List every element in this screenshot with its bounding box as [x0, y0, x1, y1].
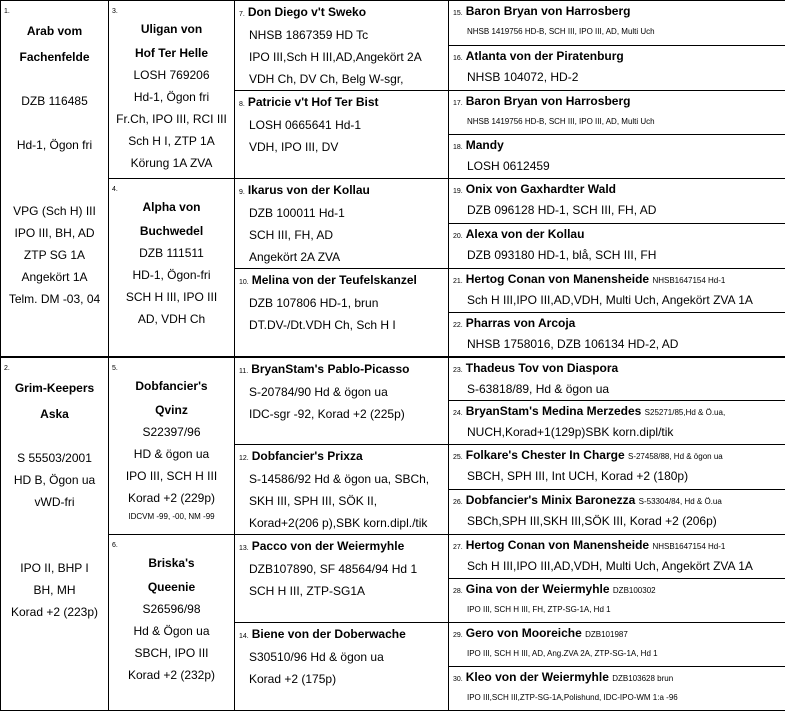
gen4-name: Folkare's Chester In Charge	[466, 448, 625, 462]
gen2-name-line2: Buchwedel	[109, 220, 234, 242]
gen3-info-line: DZB 107806 HD-1, brun	[235, 292, 448, 314]
gen4-info-line: NHSB 1419756 HD-B, SCH III, IPO III, AD, Multi Uch	[449, 112, 785, 132]
gen2-name-line2: Hof Ter Helle	[109, 42, 234, 64]
gen4-cell	[449, 91, 785, 135]
gen4-info-line: Sch H III,IPO III,AD,VDH, Multi Uch, Angekört ZVA 1A	[449, 290, 785, 310]
gen3-name: Dobfancier's Prixza	[252, 449, 363, 463]
pedigree-row	[1, 179, 785, 224]
gen3-number: 10.	[239, 279, 249, 286]
gen4-name: Atlanta von der Piratenburg	[466, 49, 624, 63]
gen2-name-line1: Briska's	[109, 552, 234, 574]
gen2-name-line2: Qvinz	[109, 399, 234, 421]
gen4-registration: S25271/85,Hd & Ö.ua,	[645, 408, 726, 417]
gen4-heading	[449, 1, 785, 22]
gen3-cell	[235, 269, 449, 357]
gen4-number: 17.	[453, 100, 463, 107]
gen1-name-line2: Fachenfelde	[1, 46, 108, 68]
gen2-info-line: Fr.Ch, IPO III, RCI III	[109, 108, 234, 130]
gen2-cell	[109, 1, 235, 179]
gen4-info-line: DZB 093180 HD-1, blå, SCH III, FH	[449, 245, 785, 265]
gen3-cell	[235, 91, 449, 179]
gen4-name: Gina von der Weiermyhle	[466, 582, 610, 596]
gen4-name: Dobfancier's Minix Baronezza	[466, 493, 636, 507]
gen4-number: 29.	[453, 632, 463, 639]
gen4-info-line: NUCH,Korad+1(129p)SBK korn.dipl/tik	[449, 422, 785, 442]
gen4-number: 22.	[453, 322, 463, 329]
gen4-info-line: SBCh,SPH III,SKH III,SÖK III, Korad +2 (206p)	[449, 511, 785, 531]
gen4-registration: NHSB1647154 Hd-1	[652, 542, 725, 551]
gen4-info-line: SBCH, SPH III, Int UCH, Korad +2 (180p)	[449, 466, 785, 486]
gen1-title-line: IPO III, BH, AD	[1, 222, 108, 244]
gen3-number: 7.	[239, 11, 245, 18]
gen1-info-line: S 55503/2001	[1, 447, 108, 469]
gen3-info-line: Angekört 2A ZVA	[235, 246, 448, 268]
gen3-number: 9.	[239, 189, 245, 196]
gen3-heading	[235, 1, 448, 24]
gen3-heading	[235, 445, 448, 468]
gen3-heading	[235, 269, 448, 292]
gen1-title-line: Korad +2 (223p)	[1, 601, 108, 623]
gen1-title-line: ZTP SG 1A	[1, 244, 108, 266]
gen2-info-line: Körung 1A ZVA	[109, 152, 234, 174]
gen4-heading	[449, 179, 785, 200]
gen4-heading	[449, 490, 785, 511]
gen4-heading	[449, 135, 785, 156]
gen3-number: 13.	[239, 545, 249, 552]
gen4-info-line: NHSB 1419756 HD-B, SCH III, IPO III, AD, Multi Uch	[449, 22, 785, 42]
gen3-name: Ikarus von der Kollau	[248, 183, 370, 197]
gen3-cell	[235, 1, 449, 91]
gen4-name: Kleo von der Weiermyhle	[466, 670, 609, 684]
gen3-name: Biene von der Doberwache	[252, 627, 406, 641]
gen4-number: 30.	[453, 676, 463, 683]
gen3-name: BryanStam's Pablo-Picasso	[251, 362, 409, 376]
gen4-name: Pharras von Arcoja	[466, 316, 576, 330]
gen1-name-line1: Arab vom	[1, 20, 108, 42]
gen4-registration: S-27458/88, Hd & ögon ua	[628, 452, 723, 461]
gen4-registration: S-53304/84, Hd & Ö.ua	[639, 497, 722, 506]
gen4-registration: DZB101987	[585, 630, 628, 639]
gen1-info-line: DZB 116485	[1, 90, 108, 112]
gen4-name: Alexa von der Kollau	[466, 227, 585, 241]
gen4-number: 28.	[453, 588, 463, 595]
gen4-number: 23.	[453, 367, 463, 374]
gen4-cell	[449, 357, 785, 401]
gen3-info-line: DZB107890, SF 48564/94 Hd 1	[235, 558, 448, 580]
gen4-cell	[449, 445, 785, 490]
gen1-number: 1.	[1, 1, 108, 16]
gen1-name-line2: Aska	[1, 403, 108, 425]
gen4-cell	[449, 313, 785, 357]
gen4-number: 20.	[453, 233, 463, 240]
gen2-info-line: S22397/96	[109, 421, 234, 443]
gen1-cell	[1, 1, 109, 357]
gen4-number: 24.	[453, 410, 463, 417]
gen4-heading	[449, 46, 785, 67]
spacer	[1, 535, 108, 557]
gen3-info-line: DT.DV-/Dt.VDH Ch, Sch H I	[235, 314, 448, 336]
gen3-name: Don Diego v't Sweko	[248, 5, 366, 19]
gen4-info-line: IPO III, SCH H III, AD, Ang.ZVA 2A, ZTP-SG-1A, Hd 1	[449, 644, 785, 664]
gen3-info-line: S-20784/90 Hd & ögon ua	[235, 381, 448, 403]
gen4-cell	[449, 535, 785, 579]
gen4-info-line: LOSH 0612459	[449, 156, 785, 176]
gen3-info-line: LOSH 0665641 Hd-1	[235, 114, 448, 136]
gen4-number: 15.	[453, 10, 463, 17]
gen4-heading	[449, 579, 785, 600]
gen1-info-line: HD B, Ögon ua	[1, 469, 108, 491]
gen3-info-line: NHSB 1867359 HD Tc	[235, 24, 448, 46]
spacer	[1, 425, 108, 447]
gen2-number: 3.	[109, 1, 234, 16]
gen1-title-line: IPO II, BHP I	[1, 557, 108, 579]
gen2-name-line1: Uligan von	[109, 18, 234, 40]
gen4-number: 25.	[453, 454, 463, 461]
gen3-info-line: S-14586/92 Hd & ögon ua, SBCh,	[235, 468, 448, 490]
gen3-info-line: IPO III,Sch H III,AD,Angekört 2A	[235, 46, 448, 68]
gen3-heading	[235, 179, 448, 202]
gen4-info-line: Sch H III,IPO III,AD,VDH, Multi Uch, Angekört ZVA 1A	[449, 556, 785, 576]
spacer	[1, 513, 108, 535]
gen3-info-line: VDH Ch, DV Ch, Belg W-sgr,	[235, 68, 448, 90]
gen3-info-line: Korad +2 (175p)	[235, 668, 448, 690]
gen3-info-line: Korad+2(206 p),SBK korn.dipl./tik	[235, 512, 448, 534]
gen4-registration: DZB103628 brun	[612, 674, 673, 683]
gen1-title-line: Angekört 1A	[1, 266, 108, 288]
gen2-info-line: SCH H III, IPO III	[109, 286, 234, 308]
gen2-info-line: Hd-1, Ögon fri	[109, 86, 234, 108]
gen3-cell	[235, 535, 449, 623]
gen3-name: Pacco von der Weiermyhle	[252, 539, 405, 553]
gen2-info-line: HD & ögon ua	[109, 443, 234, 465]
gen4-info-line: S-63818/89, Hd & ögon ua	[449, 379, 785, 399]
gen3-heading	[235, 623, 448, 646]
gen3-info-line: VDH, IPO III, DV	[235, 136, 448, 158]
gen3-heading	[235, 91, 448, 114]
gen2-info-line: Korad +2 (229p)	[109, 487, 234, 509]
gen2-info-line: IPO III, SCH H III	[109, 465, 234, 487]
gen2-info-line: Korad +2 (232p)	[109, 664, 234, 686]
gen1-info-line: vWD-fri	[1, 491, 108, 513]
gen4-heading	[449, 445, 785, 466]
pedigree-row	[1, 357, 785, 401]
gen4-name: Gero von Mooreiche	[466, 626, 582, 640]
gen3-number: 8.	[239, 101, 245, 108]
gen2-info-line: S26596/98	[109, 598, 234, 620]
gen3-heading	[235, 535, 448, 558]
gen4-number: 19.	[453, 188, 463, 195]
gen4-name: Baron Bryan von Harrosberg	[466, 94, 631, 108]
gen2-info-line: Hd & Ögon ua	[109, 620, 234, 642]
gen2-number: 6.	[109, 535, 234, 550]
gen4-cell	[449, 179, 785, 224]
gen4-name: Baron Bryan von Harrosberg	[466, 4, 631, 18]
gen4-info-line: IPO III,SCH III,ZTP-SG-1A,Polishund, IDC-IPO-WM 1:a -96	[449, 688, 785, 708]
gen4-number: 18.	[453, 144, 463, 151]
gen1-title-line: VPG (Sch H) III	[1, 200, 108, 222]
gen2-name-line1: Dobfancier's	[109, 375, 234, 397]
gen4-cell	[449, 46, 785, 91]
gen4-heading	[449, 623, 785, 644]
gen4-cell	[449, 224, 785, 269]
gen2-cell	[109, 535, 235, 711]
gen3-name: Melina von der Teufelskanzel	[252, 273, 417, 287]
gen4-heading	[449, 667, 785, 688]
gen4-cell	[449, 269, 785, 313]
gen3-cell	[235, 357, 449, 445]
spacer	[1, 156, 108, 178]
gen1-name-line1: Grim-Keepers	[1, 377, 108, 399]
gen4-cell	[449, 135, 785, 179]
gen2-name-line1: Alpha von	[109, 196, 234, 218]
gen1-cell	[1, 357, 109, 711]
gen4-number: 16.	[453, 55, 463, 62]
gen4-cell	[449, 579, 785, 623]
spacer	[1, 68, 108, 90]
gen4-name: Hertog Conan von Manensheide	[466, 538, 649, 552]
gen2-small-line: IDCVM -99, -00, NM -99	[109, 509, 234, 523]
gen2-number: 4.	[109, 179, 234, 194]
gen1-info-line: Hd-1, Ögon fri	[1, 134, 108, 156]
gen2-info-line: Sch H I, ZTP 1A	[109, 130, 234, 152]
gen4-registration: DZB100302	[613, 586, 656, 595]
gen3-info-line: SCH H III, ZTP-SG1A	[235, 580, 448, 602]
gen4-name: BryanStam's Medina Merzedes	[466, 404, 642, 418]
spacer	[1, 178, 108, 200]
gen4-name: Mandy	[466, 138, 504, 152]
gen4-heading	[449, 313, 785, 334]
gen3-info-line: DZB 100011 Hd-1	[235, 202, 448, 224]
gen4-cell	[449, 1, 785, 46]
gen2-number: 5.	[109, 358, 234, 373]
gen1-title-line: Telm. DM -03, 04	[1, 288, 108, 310]
gen4-heading	[449, 401, 785, 422]
gen4-heading	[449, 224, 785, 245]
gen2-info-line: DZB 111511	[109, 242, 234, 264]
gen4-heading	[449, 269, 785, 290]
gen4-cell	[449, 667, 785, 711]
gen2-info-line: SBCH, IPO III	[109, 642, 234, 664]
gen4-heading	[449, 91, 785, 112]
gen3-cell	[235, 623, 449, 711]
gen4-info-line: IPO III, SCH H III, FH, ZTP-SG-1A, Hd 1	[449, 600, 785, 620]
gen4-info-line: NHSB 104072, HD-2	[449, 67, 785, 87]
gen3-cell	[235, 179, 449, 269]
gen4-number: 26.	[453, 499, 463, 506]
gen4-info-line: NHSB 1758016, DZB 106134 HD-2, AD	[449, 334, 785, 354]
gen4-name: Onix von Gaxhardter Wald	[466, 182, 616, 196]
gen4-number: 21.	[453, 278, 463, 285]
gen3-number: 14.	[239, 633, 249, 640]
gen3-name: Patricie v't Hof Ter Bist	[248, 95, 379, 109]
gen3-info-line: SKH III, SPH III, SÖK II,	[235, 490, 448, 512]
spacer	[1, 112, 108, 134]
gen3-heading	[235, 358, 448, 381]
gen3-number: 12.	[239, 455, 249, 462]
gen2-info-line: HD-1, Ögon-fri	[109, 264, 234, 286]
gen4-name: Hertog Conan von Manensheide	[466, 272, 649, 286]
gen4-heading	[449, 358, 785, 379]
gen4-cell	[449, 401, 785, 445]
gen3-info-line: SCH III, FH, AD	[235, 224, 448, 246]
gen1-title-line: BH, MH	[1, 579, 108, 601]
gen3-info-line: IDC-sgr -92, Korad +2 (225p)	[235, 403, 448, 425]
gen4-registration: NHSB1647154 Hd-1	[652, 276, 725, 285]
gen4-cell	[449, 623, 785, 667]
gen1-number: 2.	[1, 358, 108, 373]
gen3-number: 11.	[239, 368, 248, 375]
gen3-info-line: S30510/96 Hd & ögon ua	[235, 646, 448, 668]
gen3-cell	[235, 445, 449, 535]
gen2-info-line: LOSH 769206	[109, 64, 234, 86]
pedigree-row	[1, 1, 785, 46]
gen4-number: 27.	[453, 544, 463, 551]
gen4-name: Thadeus Tov von Diaspora	[466, 361, 618, 375]
gen2-cell	[109, 179, 235, 357]
gen2-info-line: AD, VDH Ch	[109, 308, 234, 330]
gen4-info-line: DZB 096128 HD-1, SCH III, FH, AD	[449, 200, 785, 220]
pedigree-row	[1, 535, 785, 579]
gen4-cell	[449, 490, 785, 535]
gen2-cell	[109, 357, 235, 535]
gen2-name-line2: Queenie	[109, 576, 234, 598]
gen4-heading	[449, 535, 785, 556]
